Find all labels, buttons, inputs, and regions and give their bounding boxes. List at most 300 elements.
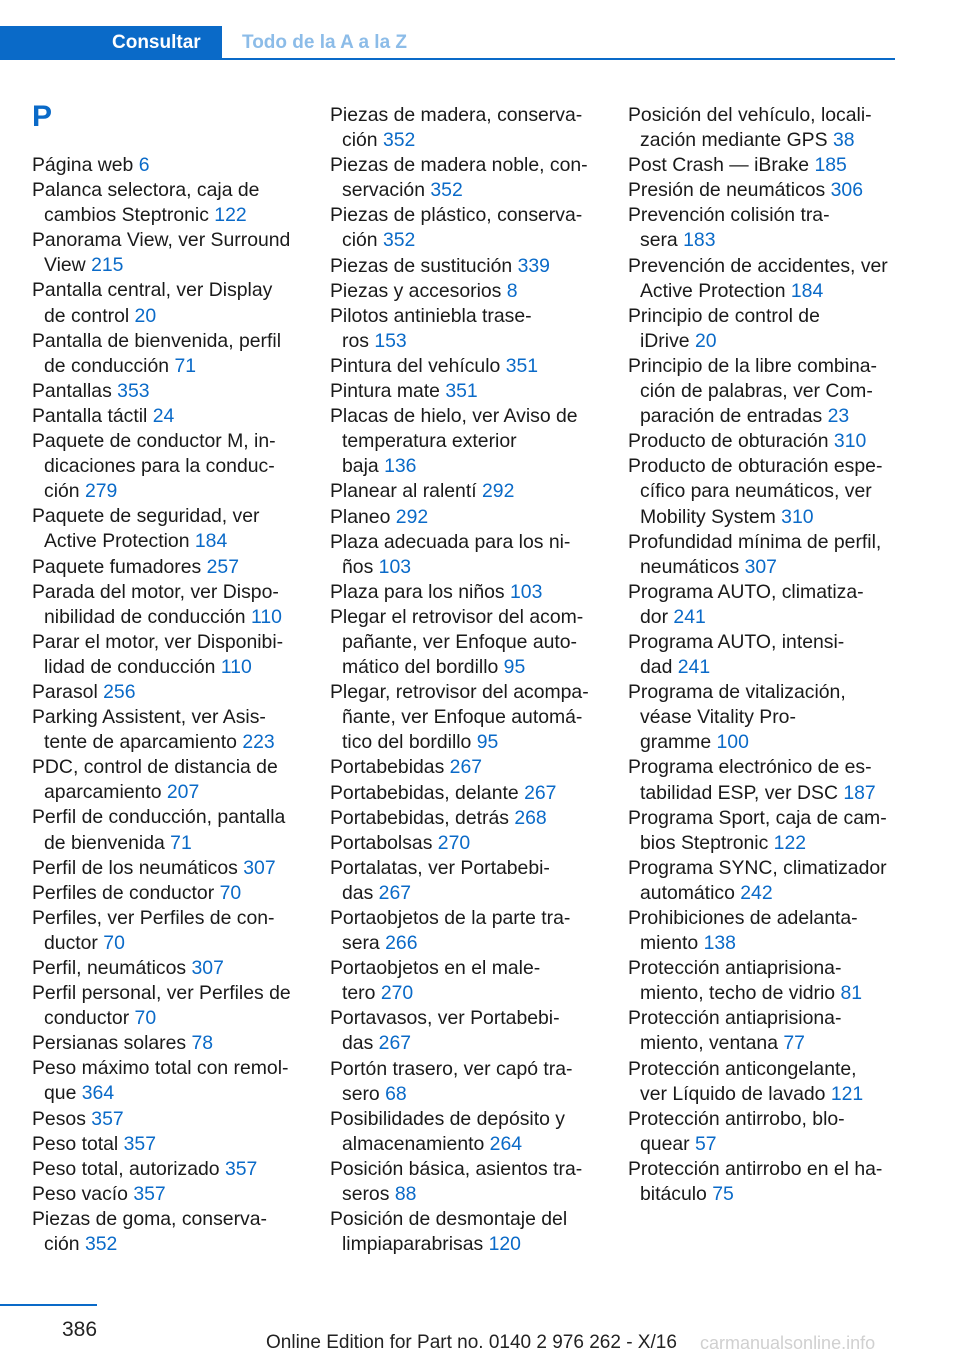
page-link[interactable]: 153 <box>374 329 407 352</box>
entry-text: Pintura mate <box>330 380 440 403</box>
page-link[interactable]: 241 <box>673 605 706 628</box>
entry-text: Portabolsas <box>330 831 433 854</box>
page-link[interactable]: 103 <box>510 580 543 603</box>
entry-text: Portaobjetos en el male- <box>330 957 541 980</box>
page-link[interactable]: 270 <box>380 982 414 1005</box>
entry-text: temperatura exterior <box>342 430 517 453</box>
entry-text: automático <box>640 881 735 904</box>
entry-text: lidad de conducción <box>44 655 216 678</box>
entry-text: sero <box>342 1082 380 1105</box>
index-entry <box>628 680 903 755</box>
entry-text: servación <box>342 179 425 202</box>
index-entry <box>32 429 302 504</box>
entry-text: Piezas de goma, conserva- <box>32 1207 267 1230</box>
entry-text: Producto de obturación <box>628 430 829 453</box>
entry-text: Prevención de accidentes, ver <box>628 254 888 277</box>
page-link[interactable]: 292 <box>482 480 515 503</box>
index-entry <box>330 1207 600 1257</box>
page-link[interactable]: 71 <box>170 831 192 854</box>
page-link[interactable]: 24 <box>152 404 175 427</box>
page-link[interactable]: 95 <box>503 656 526 679</box>
entry-text: que <box>44 1082 77 1105</box>
page-link[interactable]: 138 <box>703 932 736 955</box>
index-entry <box>330 1057 600 1107</box>
page-link[interactable]: 310 <box>833 430 867 453</box>
index-entry <box>330 203 600 253</box>
page-link[interactable]: 352 <box>382 129 416 152</box>
entry-text: Página web <box>32 154 134 176</box>
index-entry <box>628 429 903 454</box>
entry-text: Perfiles de conductor <box>32 881 215 904</box>
entry-text: Plaza adecuada para los ni- <box>330 530 571 553</box>
page-link[interactable]: 103 <box>378 555 412 578</box>
index-entry <box>628 304 903 354</box>
page-link[interactable]: 266 <box>385 932 418 955</box>
entry-text: Posibilidades de depósito y <box>330 1107 565 1130</box>
index-entry <box>628 755 903 805</box>
entry-text: Piezas de madera, conserva- <box>330 104 583 126</box>
entry-text: limpiaparabrisas <box>342 1233 484 1256</box>
page-link[interactable]: 357 <box>133 1182 166 1205</box>
entry-text: baja <box>342 455 379 478</box>
entry-text: almacenamiento <box>342 1132 485 1155</box>
entry-text: miento <box>640 932 699 955</box>
page-link[interactable]: 307 <box>191 957 224 979</box>
entry-text: Programa AUTO, intensi- <box>628 630 845 653</box>
index-entry <box>330 1107 600 1157</box>
entry-text: aparcamiento <box>44 781 162 804</box>
index-entry <box>32 178 302 228</box>
page-link[interactable]: 267 <box>449 756 483 779</box>
entry-text: Portavasos, ver Portabebi- <box>330 1007 560 1030</box>
page-link[interactable]: 23 <box>827 405 850 428</box>
index-entry <box>330 781 600 806</box>
entry-text: Mobility System <box>640 505 776 528</box>
entry-text: Peso total, autorizado <box>32 1157 220 1180</box>
page-link[interactable]: 352 <box>430 179 463 202</box>
index-entry <box>330 354 600 379</box>
entry-text: Pantalla táctil <box>32 404 148 427</box>
index-entry <box>628 580 903 630</box>
entry-text: Persianas solares <box>32 1032 187 1055</box>
entry-text: de control <box>44 304 130 327</box>
entry-text: Palanca selectora, caja de <box>32 179 260 202</box>
index-column-3 <box>628 103 903 1207</box>
entry-text: Prevención colisión tra- <box>628 204 830 227</box>
index-entry <box>32 705 302 755</box>
page-link[interactable]: 352 <box>84 1233 118 1256</box>
index-entry <box>32 1107 302 1132</box>
index-entry <box>330 530 600 580</box>
entry-text: Posición del vehículo, locali- <box>628 104 872 126</box>
tab-consultar[interactable] <box>0 26 222 60</box>
entry-text: pañante, ver Enfoque auto- <box>342 630 578 653</box>
index-entry <box>32 956 302 981</box>
entry-text: ros <box>342 329 369 352</box>
entry-text: véase Vitality Pro- <box>640 706 796 729</box>
entry-text: ción <box>342 229 378 252</box>
entry-text: Protección antiaprisiona- <box>628 957 842 980</box>
index-entry <box>628 178 903 203</box>
entry-text: ción de palabras, ver Com- <box>640 380 873 403</box>
index-entry <box>32 1182 302 1207</box>
page-link[interactable]: 267 <box>378 1032 412 1055</box>
page-link[interactable]: 100 <box>716 731 749 754</box>
index-entry <box>628 354 903 429</box>
entry-text: tico del bordillo <box>342 731 472 754</box>
entry-text: Pesos <box>32 1107 86 1130</box>
entry-text: Portón trasero, ver capó tra- <box>330 1057 573 1080</box>
entry-text: ver Líquido de lavado <box>640 1082 826 1105</box>
entry-text: Principio de la libre combina- <box>628 354 877 377</box>
page-link[interactable]: 20 <box>134 304 157 327</box>
index-entry <box>32 580 302 630</box>
page-link[interactable]: 310 <box>781 505 814 528</box>
index-entry <box>32 228 302 278</box>
index-entry <box>330 580 600 605</box>
entry-text: Posición de desmontaje del <box>330 1208 568 1231</box>
index-entry <box>330 304 600 354</box>
tab-consultar-label: Consultar <box>112 32 201 53</box>
entry-text: Programa electrónico de es- <box>628 756 872 779</box>
page-link[interactable]: 95 <box>476 731 499 754</box>
index-entry <box>330 806 600 831</box>
index-entry <box>628 1107 903 1157</box>
entry-text: conductor <box>44 1007 130 1030</box>
page-link[interactable]: 357 <box>91 1107 124 1130</box>
page-link[interactable]: 351 <box>505 354 539 377</box>
index-entry <box>330 755 600 780</box>
index-entry <box>32 680 302 705</box>
entry-text: iDrive <box>640 329 690 352</box>
page-link[interactable]: 256 <box>103 680 136 703</box>
entry-text: Perfil de los neumáticos <box>32 856 238 879</box>
index-entry <box>330 479 600 504</box>
index-entry <box>32 555 302 580</box>
entry-text: Portalatas, ver Portabebi- <box>330 856 550 879</box>
tab-a-z[interactable]: Todo de la A a la Z <box>242 32 408 53</box>
entry-text: nibilidad de conducción <box>44 605 246 628</box>
index-entry <box>32 504 302 554</box>
index-entry <box>32 755 302 805</box>
index-entry <box>32 881 302 906</box>
page-link[interactable]: 70 <box>103 931 125 954</box>
entry-text: Perfil personal, ver Perfiles de <box>32 982 291 1005</box>
entry-text: ción <box>44 480 80 503</box>
entry-text: de bienvenida <box>44 831 165 854</box>
entry-text: dad <box>640 656 673 679</box>
page-link[interactable]: 351 <box>445 380 478 403</box>
entry-text: Protección antiaprisiona- <box>628 1007 842 1030</box>
page-link[interactable]: 306 <box>830 179 863 202</box>
entry-text: de conducción <box>44 354 170 377</box>
index-column-1 <box>32 153 302 1257</box>
index-entry <box>32 1207 302 1257</box>
entry-text: ños <box>342 555 374 578</box>
page-link[interactable]: 68 <box>385 1082 407 1105</box>
index-entry <box>330 1006 600 1056</box>
entry-text: tente de aparcamiento <box>44 731 237 754</box>
entry-text: Paquete fumadores <box>32 555 202 578</box>
entry-text: ción <box>342 129 378 152</box>
index-entry <box>628 956 903 1006</box>
index-entry <box>628 454 903 529</box>
index-entry <box>628 906 903 956</box>
entry-text: Presión de neumáticos <box>628 179 826 202</box>
entry-text: Paquete de conductor M, in- <box>32 430 276 453</box>
page-link[interactable]: 122 <box>214 204 247 227</box>
entry-text: Perfil de conducción, pantalla <box>32 806 286 829</box>
entry-text: Portabebidas, detrás <box>330 806 509 829</box>
index-entry <box>330 906 600 956</box>
page-link[interactable]: 223 <box>242 731 275 754</box>
entry-text: Active Protection <box>640 279 786 302</box>
entry-text: Planeo <box>330 505 391 528</box>
entry-text: Post Crash — iBrake <box>628 154 810 177</box>
entry-text: Plegar, retrovisor del acompa- <box>330 681 589 704</box>
entry-text: Pilotos antiniebla trase- <box>330 304 532 327</box>
page-link[interactable]: 267 <box>378 881 412 904</box>
entry-text: Programa Sport, caja de cam- <box>628 806 887 829</box>
entry-text: Piezas de madera noble, con- <box>330 154 588 177</box>
entry-text: miento, techo de vidrio <box>640 982 836 1005</box>
entry-text: Peso máximo total con remol- <box>32 1057 289 1080</box>
index-entry <box>628 153 903 178</box>
entry-text: Piezas de plástico, conserva- <box>330 204 583 227</box>
page-link[interactable]: 75 <box>712 1183 734 1206</box>
page-link[interactable]: 184 <box>790 279 824 302</box>
entry-text: Prohibiciones de adelanta- <box>628 907 858 929</box>
index-entry <box>330 153 600 203</box>
index-entry <box>330 379 600 404</box>
index-entry <box>628 630 903 680</box>
entry-text: miento, ventana <box>640 1032 778 1055</box>
entry-text: Panorama View, ver Surround <box>32 229 291 252</box>
page-link[interactable]: 184 <box>194 530 228 553</box>
page-link[interactable]: 71 <box>174 354 197 377</box>
entry-text: View <box>44 254 86 277</box>
page-link[interactable]: 77 <box>783 1032 805 1055</box>
entry-text: Posición básica, asientos tra- <box>330 1157 583 1180</box>
entry-text: ción <box>44 1233 80 1256</box>
page-link[interactable]: 352 <box>382 229 416 252</box>
page-link[interactable]: 120 <box>488 1233 521 1256</box>
page-link[interactable]: 183 <box>683 229 716 252</box>
entry-text: Plaza para los niños <box>330 580 505 603</box>
entry-text: Piezas y accesorios <box>330 279 502 302</box>
page-link[interactable]: 279 <box>84 480 118 503</box>
index-entry <box>330 279 600 304</box>
index-entry <box>628 103 903 153</box>
entry-text: Programa de vitalización, <box>628 681 846 704</box>
page-link[interactable]: 110 <box>251 605 282 628</box>
page-link[interactable]: 357 <box>224 1157 258 1180</box>
index-entry <box>32 981 302 1031</box>
entry-text: Protección antirrobo en el ha- <box>628 1157 883 1180</box>
index-entry <box>628 530 903 580</box>
index-entry <box>330 680 600 755</box>
page-link[interactable]: 242 <box>740 881 773 904</box>
entry-text: Protección antirrobo, blo- <box>628 1107 845 1130</box>
entry-text: bitáculo <box>640 1183 707 1206</box>
entry-text: Parar el motor, ver Disponibi- <box>32 630 284 653</box>
page-link[interactable]: 136 <box>384 455 417 478</box>
page-link[interactable]: 81 <box>840 982 863 1005</box>
entry-text: quear <box>640 1132 690 1155</box>
index-entry <box>628 1157 903 1207</box>
entry-text: Plegar el retrovisor del acom- <box>330 605 584 628</box>
index-entry <box>628 254 903 304</box>
entry-text: Peso total <box>32 1132 119 1155</box>
entry-text: Portabebidas <box>330 756 445 779</box>
index-entry <box>32 153 302 178</box>
entry-text: Protección anticongelante, <box>628 1057 857 1080</box>
entry-text: Programa SYNC, climatizador <box>628 856 887 879</box>
page-link[interactable]: 215 <box>91 254 124 277</box>
entry-text: gramme <box>640 731 712 754</box>
entry-text: Pintura del vehículo <box>330 354 501 377</box>
entry-text: Profundidad mínima de perfil, <box>628 530 882 553</box>
index-entry <box>330 1157 600 1207</box>
page-link[interactable]: 241 <box>677 656 711 679</box>
entry-text: Pantalla central, ver Display <box>32 279 273 302</box>
entry-text: Portaobjetos de la parte tra- <box>330 907 571 929</box>
entry-text: mático del bordillo <box>342 656 499 679</box>
footer-rule <box>0 1304 97 1306</box>
index-entry <box>32 379 302 404</box>
index-entry <box>330 831 600 856</box>
page-link[interactable]: 70 <box>219 881 242 904</box>
entry-text: Active Protection <box>44 530 190 553</box>
index-entry <box>628 203 903 253</box>
index-entry <box>32 856 302 881</box>
page-link[interactable]: 307 <box>243 856 276 879</box>
index-entry <box>32 1132 302 1157</box>
index-entry <box>32 906 302 956</box>
page-link[interactable]: 339 <box>517 254 550 277</box>
index-entry <box>32 1157 302 1182</box>
page-link[interactable]: 357 <box>123 1132 156 1155</box>
page-link[interactable]: 364 <box>81 1082 115 1105</box>
index-entry <box>628 1057 903 1107</box>
entry-text: dicaciones para la conduc- <box>44 455 275 478</box>
entry-text: Placas de hielo, ver Aviso de <box>330 405 578 428</box>
page-link[interactable]: 353 <box>117 379 150 402</box>
entry-text: Portabebidas, delante <box>330 781 519 804</box>
index-entry <box>32 805 302 855</box>
page-link[interactable]: 122 <box>773 831 807 854</box>
page-link[interactable]: 185 <box>814 154 847 177</box>
entry-text: Parasol <box>32 680 98 703</box>
index-entry <box>32 630 302 680</box>
entry-text: sera <box>640 229 678 252</box>
entry-text: Planear al ralentí <box>330 480 477 503</box>
index-entry <box>32 329 302 379</box>
entry-text: das <box>342 1032 374 1055</box>
entry-text: Producto de obturación espe- <box>628 455 883 478</box>
page-link[interactable]: 70 <box>134 1007 157 1030</box>
edition-note: Online Edition for Part no. 0140 2 976 262 - X/16 <box>266 1332 677 1353</box>
page-link[interactable]: 207 <box>166 781 200 804</box>
entry-text: Programa AUTO, climatiza- <box>628 580 864 603</box>
index-entry <box>330 956 600 1006</box>
entry-text: cambios Steptronic <box>44 204 209 227</box>
entry-text: zación mediante GPS <box>640 129 828 152</box>
entry-text: ñante, ver Enfoque automá- <box>342 706 583 729</box>
entry-text: Pantalla de bienvenida, perfil <box>32 329 282 352</box>
entry-text: Perfil, neumáticos <box>32 957 187 979</box>
index-entry <box>32 278 302 328</box>
index-column-2 <box>330 103 600 1257</box>
entry-text: seros <box>342 1183 390 1206</box>
entry-text: Peso vacío <box>32 1182 128 1205</box>
entry-text: Paquete de seguridad, ver <box>32 505 260 528</box>
page-link[interactable]: 38 <box>832 129 855 152</box>
index-entry <box>32 1031 302 1056</box>
entry-text: sera <box>342 932 380 955</box>
entry-text: ductor <box>44 931 98 954</box>
page-link[interactable]: 121 <box>830 1082 864 1105</box>
index-entry <box>628 1006 903 1056</box>
page-link[interactable]: 268 <box>514 806 547 829</box>
entry-text: Principio de control de <box>628 304 820 327</box>
entry-text: Parking Assistent, ver Asis- <box>32 706 266 729</box>
page-link[interactable]: 267 <box>524 781 557 804</box>
page-link[interactable]: 6 <box>138 154 150 176</box>
entry-text: Piezas de sustitución <box>330 254 513 277</box>
index-entry <box>32 404 302 429</box>
entry-text: PDC, control de distancia de <box>32 756 278 779</box>
entry-text: das <box>342 881 374 904</box>
watermark: carmanualsonline.info <box>700 1333 876 1353</box>
page-link[interactable]: 8 <box>506 279 518 302</box>
page-link[interactable]: 57 <box>695 1132 717 1155</box>
page-link[interactable]: 270 <box>437 831 471 854</box>
entry-text: dor <box>640 605 669 628</box>
page-link[interactable]: 257 <box>206 555 239 578</box>
index-entry <box>330 254 600 279</box>
entry-text: Parada del motor, ver Dispo- <box>32 580 279 603</box>
index-entry <box>330 605 600 680</box>
page-link[interactable]: 292 <box>395 505 429 528</box>
entry-text: Pantallas <box>32 379 112 402</box>
entry-text: paración de entradas <box>640 405 823 428</box>
section-letter: P <box>32 100 53 133</box>
page-link[interactable]: 88 <box>394 1183 417 1206</box>
page-link[interactable]: 78 <box>191 1032 214 1055</box>
index-entry <box>628 806 903 856</box>
page-link[interactable]: 307 <box>744 555 777 578</box>
entry-text: Perfiles, ver Perfiles de con- <box>32 906 275 929</box>
index-entry <box>330 505 600 530</box>
page-link[interactable]: 110 <box>220 655 252 678</box>
entry-text: bios Steptronic <box>640 831 769 854</box>
index-entry <box>330 103 600 153</box>
entry-text: tabilidad ESP, ver DSC <box>640 781 838 804</box>
entry-text: cífico para neumáticos, ver <box>640 480 872 503</box>
index-entry <box>330 856 600 906</box>
page-link[interactable]: 264 <box>489 1132 523 1155</box>
page-number: 386 <box>62 1318 98 1341</box>
entry-text: tero <box>342 982 376 1005</box>
index-entry <box>628 856 903 906</box>
index-entry <box>32 1056 302 1106</box>
index-entry <box>330 404 600 479</box>
entry-text: neumáticos <box>640 555 740 578</box>
page-link[interactable]: 187 <box>843 781 876 804</box>
header <box>0 26 895 62</box>
page-link[interactable]: 20 <box>694 329 717 352</box>
